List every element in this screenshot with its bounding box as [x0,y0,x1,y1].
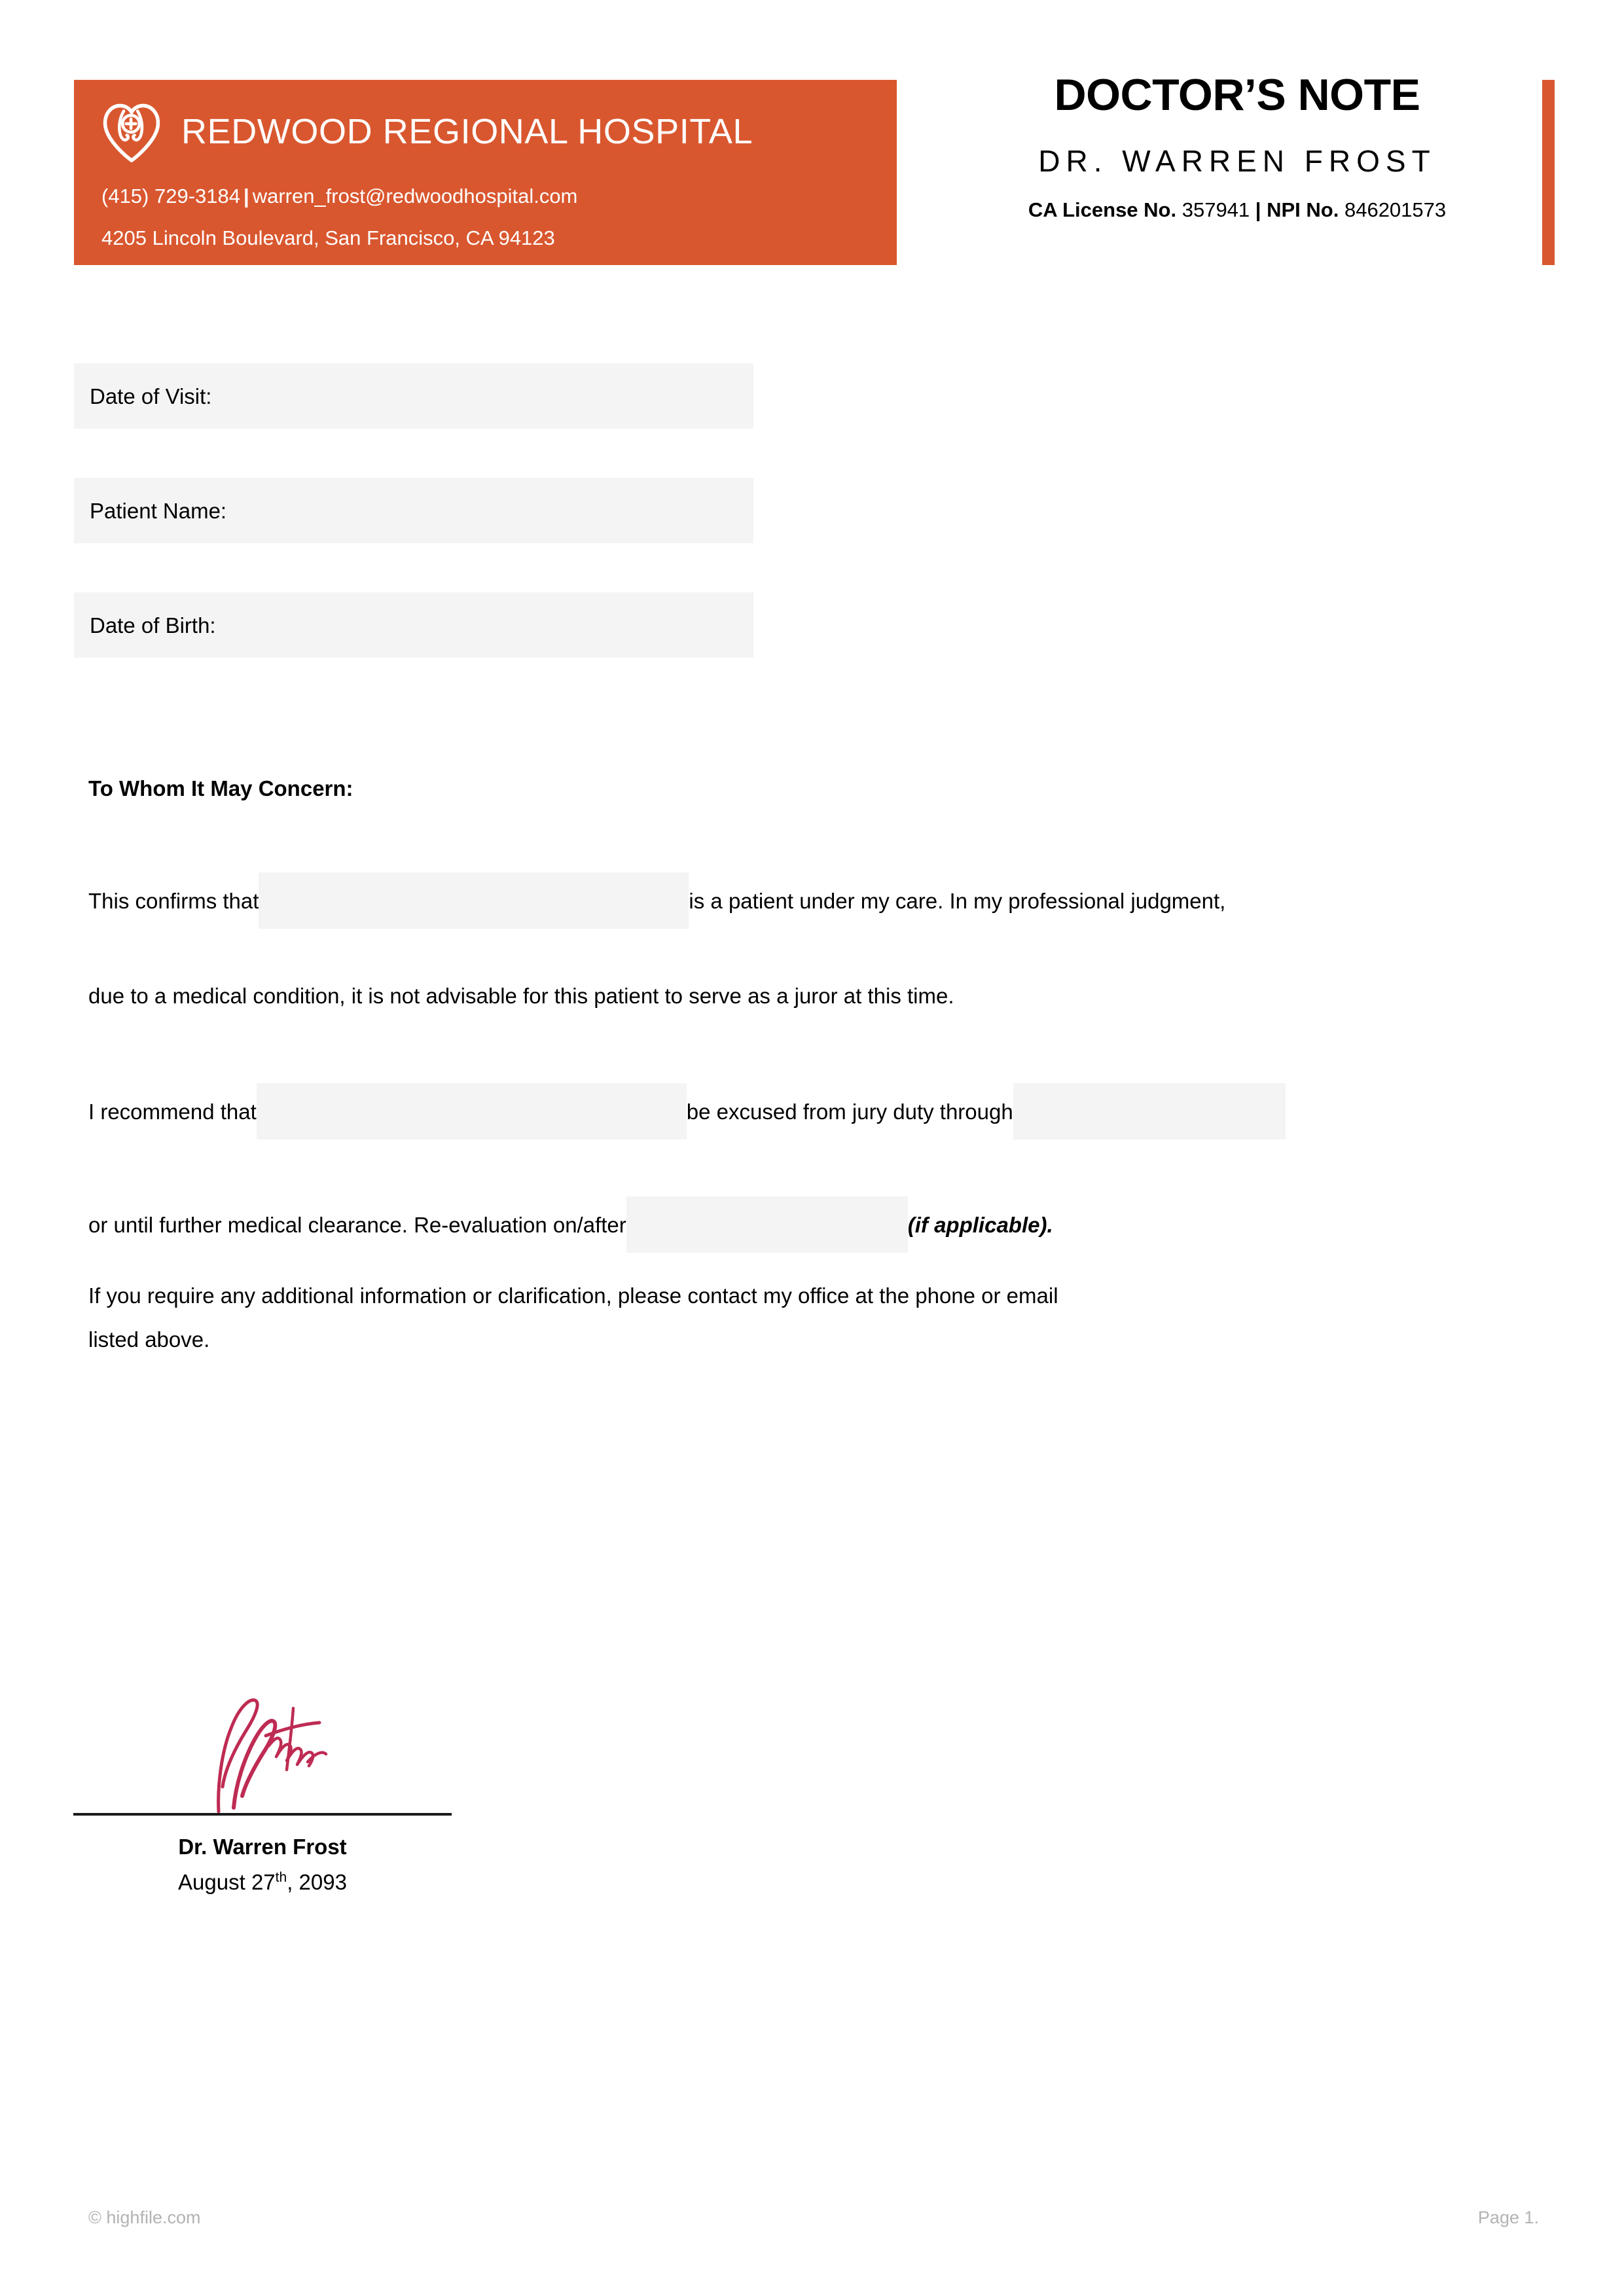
body-line-4 [88,1196,1053,1253]
license-npi-separator: | [1255,198,1261,222]
line1-text-after: is a patient under my care. In my professional judgment, [689,888,1226,913]
date-of-visit-field[interactable] [74,363,753,429]
street-address: 4205 Lincoln Boulevard, San Francisco, CA 94123 [101,226,555,249]
patient-name-blank-1[interactable] [259,872,689,929]
email-address: warren_frost@redwoodhospital.com [252,185,578,207]
patient-name-blank-2[interactable] [257,1083,687,1139]
document-title-block [943,72,1532,222]
signature-line [73,1813,452,1816]
line3-text-middle: be excused from jury duty through [686,1099,1013,1124]
hospital-header-band [74,80,897,265]
footer-copyright: © highfile.com [88,2208,201,2227]
doctor-name-heading: DR. WARREN FROST [1038,144,1436,179]
signature-date-year: , 2093 [287,1870,347,1894]
signature-name: Dr. Warren Frost [178,1835,347,1859]
date-of-birth-field[interactable] [74,592,753,658]
body-line-2: due to a medical condition, it is not advisable for this patient to serve as a juror at this time. [88,984,954,1008]
date-of-visit-label: Date of Visit: [90,384,212,408]
page-title: DOCTOR’S NOTE [1054,70,1420,120]
signature-date [73,1871,452,1893]
license-npi-line [943,198,1532,222]
heart-stethoscope-icon [101,100,162,163]
phone-number: (415) 729-3184 [101,185,240,207]
hospital-name: REDWOOD REGIONAL HOSPITAL [181,112,753,151]
npi-value: 846201573 [1344,198,1447,222]
salutation: To Whom It May Concern: [88,776,353,800]
line1-text-before: This confirms that [88,888,259,913]
ca-license-label: CA License No. [1028,198,1177,222]
footer-page-number: Page 1. [1477,2208,1539,2227]
body-line-3 [88,1083,1286,1139]
patient-name-label: Patient Name: [90,498,227,523]
header-accent-bar [1542,80,1555,265]
if-applicable-note: (if applicable). [907,1212,1053,1237]
contact-separator: | [244,185,249,207]
line3-text-before: I recommend that [88,1099,257,1124]
body-line-1 [88,872,1225,929]
npi-label: NPI No. [1267,198,1339,222]
reevaluation-date-blank[interactable] [626,1196,908,1253]
signature-date-monthday: August 27 [178,1870,276,1894]
line4-text-before: or until further medical clearance. Re-evaluation on/after [88,1212,626,1237]
patient-name-field[interactable] [74,478,753,543]
body-line-5: If you require any additional information or clarification, please contact my office at the phone or email [88,1283,1058,1308]
brand-row [101,97,897,166]
handwritten-signature-mark [198,1689,368,1813]
date-of-birth-label: Date of Birth: [90,613,216,637]
signature-date-ordinal: th [275,1870,287,1885]
excusal-end-date-blank[interactable] [1013,1083,1286,1139]
contact-phone-email [101,186,897,206]
ca-license-value: 357941 [1182,198,1250,222]
body-line-6: listed above. [88,1327,210,1352]
